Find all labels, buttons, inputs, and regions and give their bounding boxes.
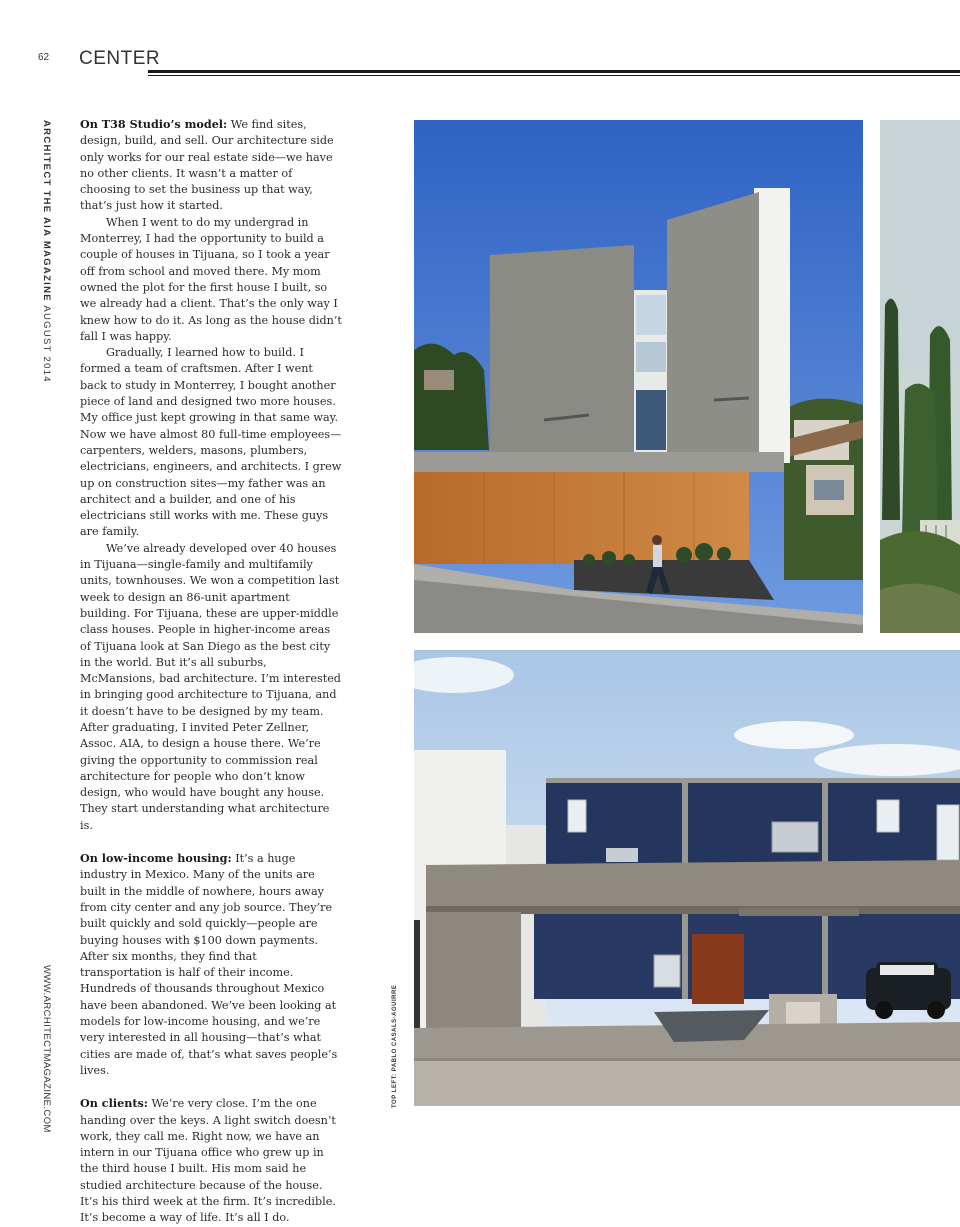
photo-blue-townhouses bbox=[414, 650, 960, 1106]
photo-cypress-building bbox=[880, 120, 960, 633]
paragraph-studio-model bbox=[80, 116, 342, 215]
photo-credit bbox=[392, 984, 402, 1223]
lead-in: On clients: bbox=[80, 1096, 148, 1111]
lead-in: On T38 Studio’s model: bbox=[80, 117, 228, 131]
article-body bbox=[80, 116, 342, 1227]
paragraph-text: We find sites, design, build, and sell. Our architecture side only works for our real estate side—we have no other clients. It wasn’t a matter of choosing to set the business up that way, that’s just how it started. bbox=[80, 118, 334, 213]
header-rule-thick bbox=[148, 70, 960, 73]
paragraph-text: It’s a huge industry in Mexico. Many of the units are built in the middle of nowhere, hours away from city center and any job source. They’re built quickly and sold quickly—people are buying houses with $100 down payments. After six months, they find that transportation is half of their income. Hundreds of thousands throughout Mexico have been abandoned. We’ve been looking at models for low-income housing, and we’re very interested in all housing—that’s what cities are made of, that’s what saves people’s lives. bbox=[80, 852, 338, 1077]
section-title: CENTER bbox=[79, 48, 161, 69]
header-rule-thin bbox=[148, 75, 960, 76]
paragraph-text: We’re very close. I’m the one handing over the keys. A light switch doesn’t work, they call me. Right now, we have an intern in our Tijuana office who grew up in the third house I built. His mom said he studied architecture because of the house. It’s his third week at the firm. It’s incredible. It’s become a way of life. It’s all I do. bbox=[80, 1097, 336, 1225]
website-sidebar-label bbox=[40, 965, 52, 1133]
magazine-sidebar-label bbox=[40, 120, 52, 383]
website-url: WWW.ARCHITECTMAGAZINE.COM bbox=[41, 965, 52, 1133]
paragraph: We’ve already developed over 40 houses in Tijuana—single-family and multifamily units, townhouses. We won a competition last week to design an 86-unit apartment building. For Tijuana, these are upper-middle class houses. People in higher-income areas of Tijuana look at San Diego as the best city in the world. But it’s all suburbs, McMansions, bad architecture. I’m interested in bringing good architecture to Tijuana, and it doesn’t have to be designed by my team. After graduating, I invited Peter Zellner, Assoc. AIA, to design a house there. We’re giving the opportunity to commission real architecture for people who don’t know design, who would have bought any house. They start understanding what architecture is. bbox=[80, 541, 341, 832]
photo-credit-text: TOP LEFT: PABLO CASALS-AGUIRRE bbox=[392, 984, 398, 1108]
paragraph-low-income-housing bbox=[80, 850, 342, 1079]
magazine-name: ARCHITECT THE AIA MAGAZINE bbox=[41, 120, 52, 302]
issue-date: AUGUST 2014 bbox=[41, 305, 52, 383]
photo-hillside-house bbox=[414, 120, 863, 633]
paragraph-clients bbox=[80, 1095, 342, 1226]
page-number: 62 bbox=[38, 52, 50, 63]
paragraph: When I went to do my undergrad in Monterrey, I had the opportunity to build a couple of houses in Tijuana, so I took a year off from school and moved there. My mom owned the plot for the first house I built, so we already had a client. That’s the only way I knew how to do it. As long as the house didn’t fall I was happy. bbox=[80, 215, 342, 343]
paragraph: Gradually, I learned how to build. I formed a team of craftsmen. After I went back to study in Monterrey, I bought another piece of land and designed two more houses. My office just kept growing in that same way. Now we have almost 80 full-time employees—carpenters, welders, masons, plumbers, electricians, engineers, and architects. I grew up on construction sites—my father was an architect and a builder, and one of his electricians still works with me. These guys are family. bbox=[80, 346, 342, 539]
lead-in: On low-income housing: bbox=[80, 851, 232, 866]
